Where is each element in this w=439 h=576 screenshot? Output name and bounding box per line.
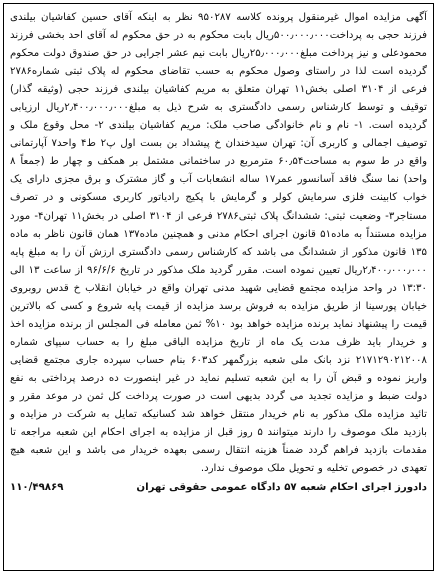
notice-footer <box>10 479 427 497</box>
notice-signature: دادورز اجرای احکام شعبه ۵۷ دادگاه عمومی حقوقی تهران <box>136 482 427 494</box>
legal-notice <box>3 3 434 571</box>
notice-body: آگهی مزایده اموال غیرمنقول پرونده کلاسه ۹۵۰۲۸۷ نظر به اینکه آقای حسین کفاشیان بیلندی فرزند حجی به پرداخت۵۰۰٫۰۰۰٫۰۰۰ریال بابت محکوم به در حق محکوم له آقای احد بخشی فرزند محمودعلی و نیز پرداخت مبلغ۲۵٫۰۰۰٫۰۰۰ریال بابت نیم عشر اجرایی در حق صندوق دولت محکوم گردیده است لذا در راستای وصول محکوم به حسب تقاضای محکوم له پلاک ثبتی شماره۲۷۸۶ فرعی از ۳۱۰۴ اصلی بخش۱۱ تهران متعلق به مریم کفاشیان بیلندی فرزند حجی (وثیقه گذار) توقیف و توسط کارشناس رسمی دادگستری به شرح ذیل به مبلغ۲٫۴۰۰٫۰۰۰٫۰۰۰ریال ارزیابی گردیده است. ۱- نام و نام خانوادگی صاحب ملک: مریم کفاشیان بیلندی ۲- محل وقوع ملک و توصیف اجمالی و کاربری آن: تهران سیدخندان خ پیشداد بن بست اول پ۲ ط۴ واحد۷ آپارتمانی واقع در ط سوم به مساحت۶۰٫۵۴ مترمربع در ساختمانی مشتمل بر همکف و چهار ط (جمعاً ۸ واحد) نما سنگ فاقد آسانسور عمر۱۷ ساله انشعابات آب و گاز مشترک و برق مجزی دارای یک خواب کابینت فلزی سرمایش کولر و گرمایش با پکیج رادیاتور کاربری مسکونی و در تصرف مستاجر۳- وضعیت ثبتی: ششدانگ پلاک ثبتی۲۷۸۶ فرعی از ۳۱۰۴ اصلی در بخش۱۱ تهران۴- مورد مزایده مستنداً به ماده۵۱ قانون اجرای احکام مدنی و همچنین ماده۱۳۷ همان قانون ناظر به ماده ۱۳۵ قانون مذکور از ششدانگ می باشد که کارشناس رسمی دادگستری ارزش آن را به مبلغ پایه ۲٫۴۰۰٫۰۰۰٫۰۰۰ریال تعیین نموده است. مقرر گردید ملک مذکور در تاریخ ۹۶/۶/۶ از ساعت ۱۳ الی ۱۳:۳۰ در واحد مزایده مجتمع قضایی شهید مدنی تهران واقع در خیابان انقلاب خ قدس روبروی خیابان پورسینا از طریق مزایده به فروش برسد مزایده از قیمت پایه شروع و کسی که بالاترین قیمت را پیشنهاد نماید برنده مزایده خواهد بود ۱۰% ثمن معامله فی المجلس از برنده مزایده اخذ و خریدار باید ظرف مدت یک ماه از تاریخ مزایده الباقی مبلغ را به حساب سیپای شماره ۲۱۷۱۲۹۰۲۱۲۰۰۸ نزد بانک ملی شعبه بزرگمهر کد۶۰۳ بنام حساب سپرده جاری مجتمع قضایی واریز نموده و قبض آن را به این شعبه تسلیم نماید در غیر اینصورت ده درصد پرداختی به نفع دولت ضبط و مزایده تجدید می گردد بدیهی است در صورت پرداخت کل ثمن در موعد مقرر و تائید مزایده ملک مذکور به نام خریدار منتقل خواهد شد کسانیکه تمایل به شرکت در مزایده و بازدید ملک موصوف را دارند میتوانند ۵ روز قبل از مزایده به اجرای احکام این شعبه مراجعه تا مقدمات بازدید فراهم گردد ضمناً هزینه انتقال رسمی بعهده خریدار می باشد و این شعبه هیچ تعهدی در خصوص تخلیه و تحویل ملک موصوف ندارد. <box>10 12 427 475</box>
notice-reference-number: ۱۱۰/۴۹۸۶۹ <box>10 482 64 494</box>
